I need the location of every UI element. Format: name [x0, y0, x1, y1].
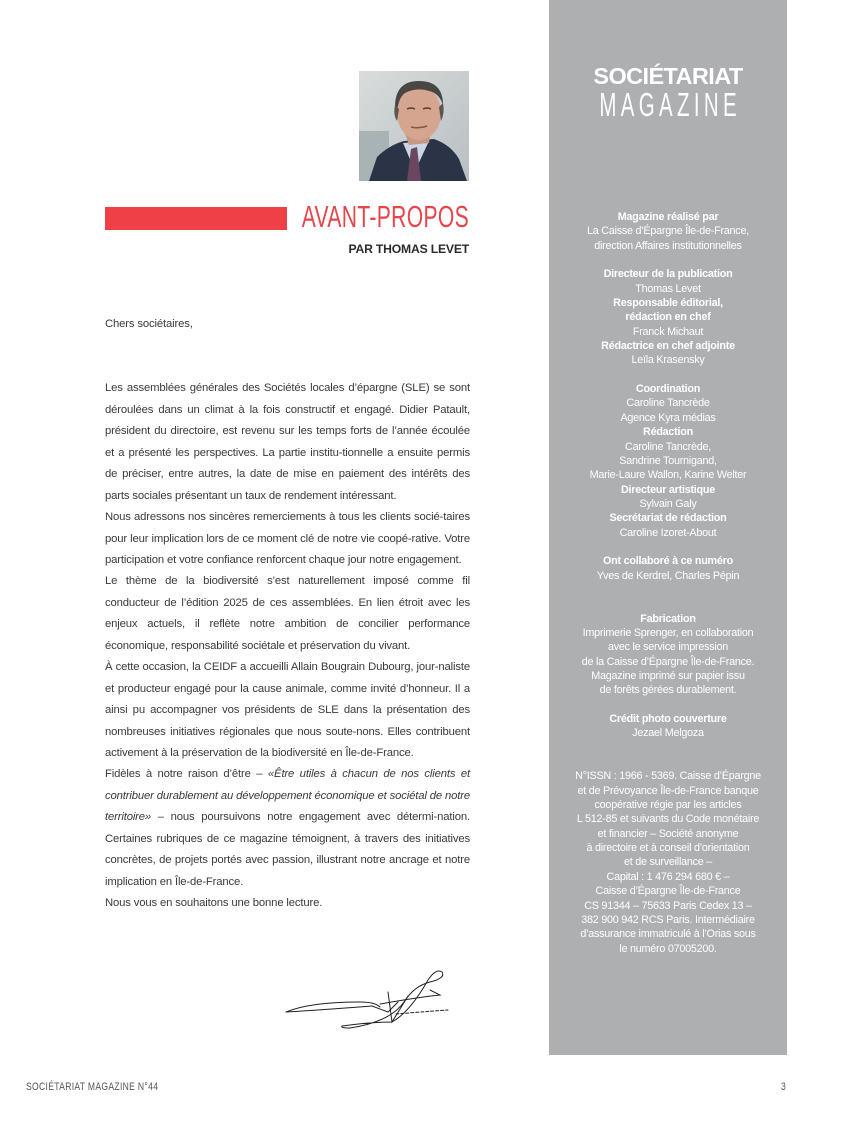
article-body [105, 314, 470, 915]
credits-sidebar [549, 0, 787, 1055]
paragraph: Le thème de la biodiversité s’est naturellement imposé comme fil conducteur de l’édition 2025 de ces assemblées. En lien étroit avec les enjeux actuels, il reflète notre ambition de concilier performance économique, responsabilité sociétale et préservation du vivant. [105, 575, 470, 652]
footer-publication: SOCIÉTARIAT MAGAZINE N°44 [26, 1081, 159, 1093]
paragraph: Nous adressons nos sincères remerciements à tous les clients socié-taires pour leur implication lors de ce moment clé de notre vie coopé-rative. Votre participation et votre confiance renforcent chaque jour notre engagement. [105, 511, 470, 566]
mission-quote: «Être utiles à chacun de nos clients et contribuer durablement au développement économique et sociétal de notre territoire» [105, 768, 470, 824]
page-number: 3 [781, 1081, 786, 1093]
credit-fabrication: Fabrication Imprimerie Sprenger, en collaboration avec le service impression de la Caisse d’Épargne Île-de-France. Magazine imprimé sur papier issu de forêts gérées durablement. [581, 612, 755, 697]
masthead-title: SOCIÉTARIAT [593, 63, 743, 89]
title-accent-bar [105, 207, 287, 230]
credit-editorial: Directeur de la publication Thomas Levet Responsable éditorial, rédaction en chef Franck Michaut Rédactrice en chef adjointe Leïla Krasensky [601, 268, 735, 367]
portrait-photo-icon [359, 71, 469, 181]
credits-list [549, 210, 787, 956]
quote-trail: – nous poursuivons notre engagement avec détermi-nation. Certaines rubriques de ce magazine témoignent, à travers des initiatives concrètes, de projets portés avec passion, illustrant notre ancrage et notre implication en Île-de-France. [105, 811, 470, 888]
article-byline: PAR THOMAS LEVET [348, 242, 469, 256]
greeting: Chers sociétaires, [105, 318, 193, 330]
quote-lead: Fidèles à notre raison d’être – [105, 768, 268, 781]
signature [280, 962, 460, 1034]
signature-icon [280, 962, 460, 1034]
credit-cover-photo: Crédit photo couverture Jezael Melgoza [609, 713, 727, 740]
paragraph: Les assemblées générales des Sociétés locales d’épargne (SLE) se sont déroulées dans un climat à la fois constructif et engagé. Didier Patault, président du directoire, est revenu sur les temps forts de l’année écoulée et a présenté les perspectives. La partie institu-tionnelle a ensuite permis de préciser, entre autres, la date de mise en paiement des intérêts des parts sociales présentant un taux de rendement intéressant. [105, 382, 470, 502]
credit-contributors: Ont collaboré à ce numéro Yves de Kerdrel, Charles Pépin [596, 555, 740, 582]
legal-notice: N°ISSN : 1966 - 5369. Caisse d’Épargne et de Prévoyance Île-de-France banque coopérative régie par les articles L 512-85 et suivants du Code monétaire et financier – Société anonyme à directoire et à conseil d’orientation et de surveillance – Capital : 1 476 294 680 € – Caisse d’Épargne Île-de-France CS 91344 – 75633 Paris Cedex 13 – 382 900 942 RCS Paris. Intermédiaire d’assurance immatriculé à l’Orias sous le numéro 07005200. [575, 770, 761, 955]
article-title: AVANT-PROPOS [301, 199, 469, 234]
credit-production: Coordination Caroline Tancrède Agence Kyra médias Rédaction Caroline Tancrède, Sandrine Tournigand, Marie-Laure Wallon, Karine Welter Directeur artistique Sylvain Galy Secrétariat de rédaction Caroline Izoret-About [589, 383, 747, 539]
author-portrait [359, 71, 469, 181]
paragraph: À cette occasion, la CEIDF a accueilli Allain Bougrain Dubourg, jour-naliste et producteur engagé pour la cause animale, comme invité d’honneur. Il a ainsi pu accompagner vos présidents de SLE dans la présentation des nombreuses initiatives régionales que nous soute-nons. Elles contribuent activement à la préservation de la biodiversité en Île-de-France. [105, 661, 470, 760]
credit-producer: Magazine réalisé par La Caisse d’Épargne Île-de-France, direction Affaires institutionnelles [587, 211, 749, 252]
paragraph-with-quote [105, 764, 470, 893]
closing-line: Nous vous en souhaitons une bonne lecture. [105, 897, 323, 910]
masthead-subtitle: MAGAZINE [599, 86, 741, 123]
